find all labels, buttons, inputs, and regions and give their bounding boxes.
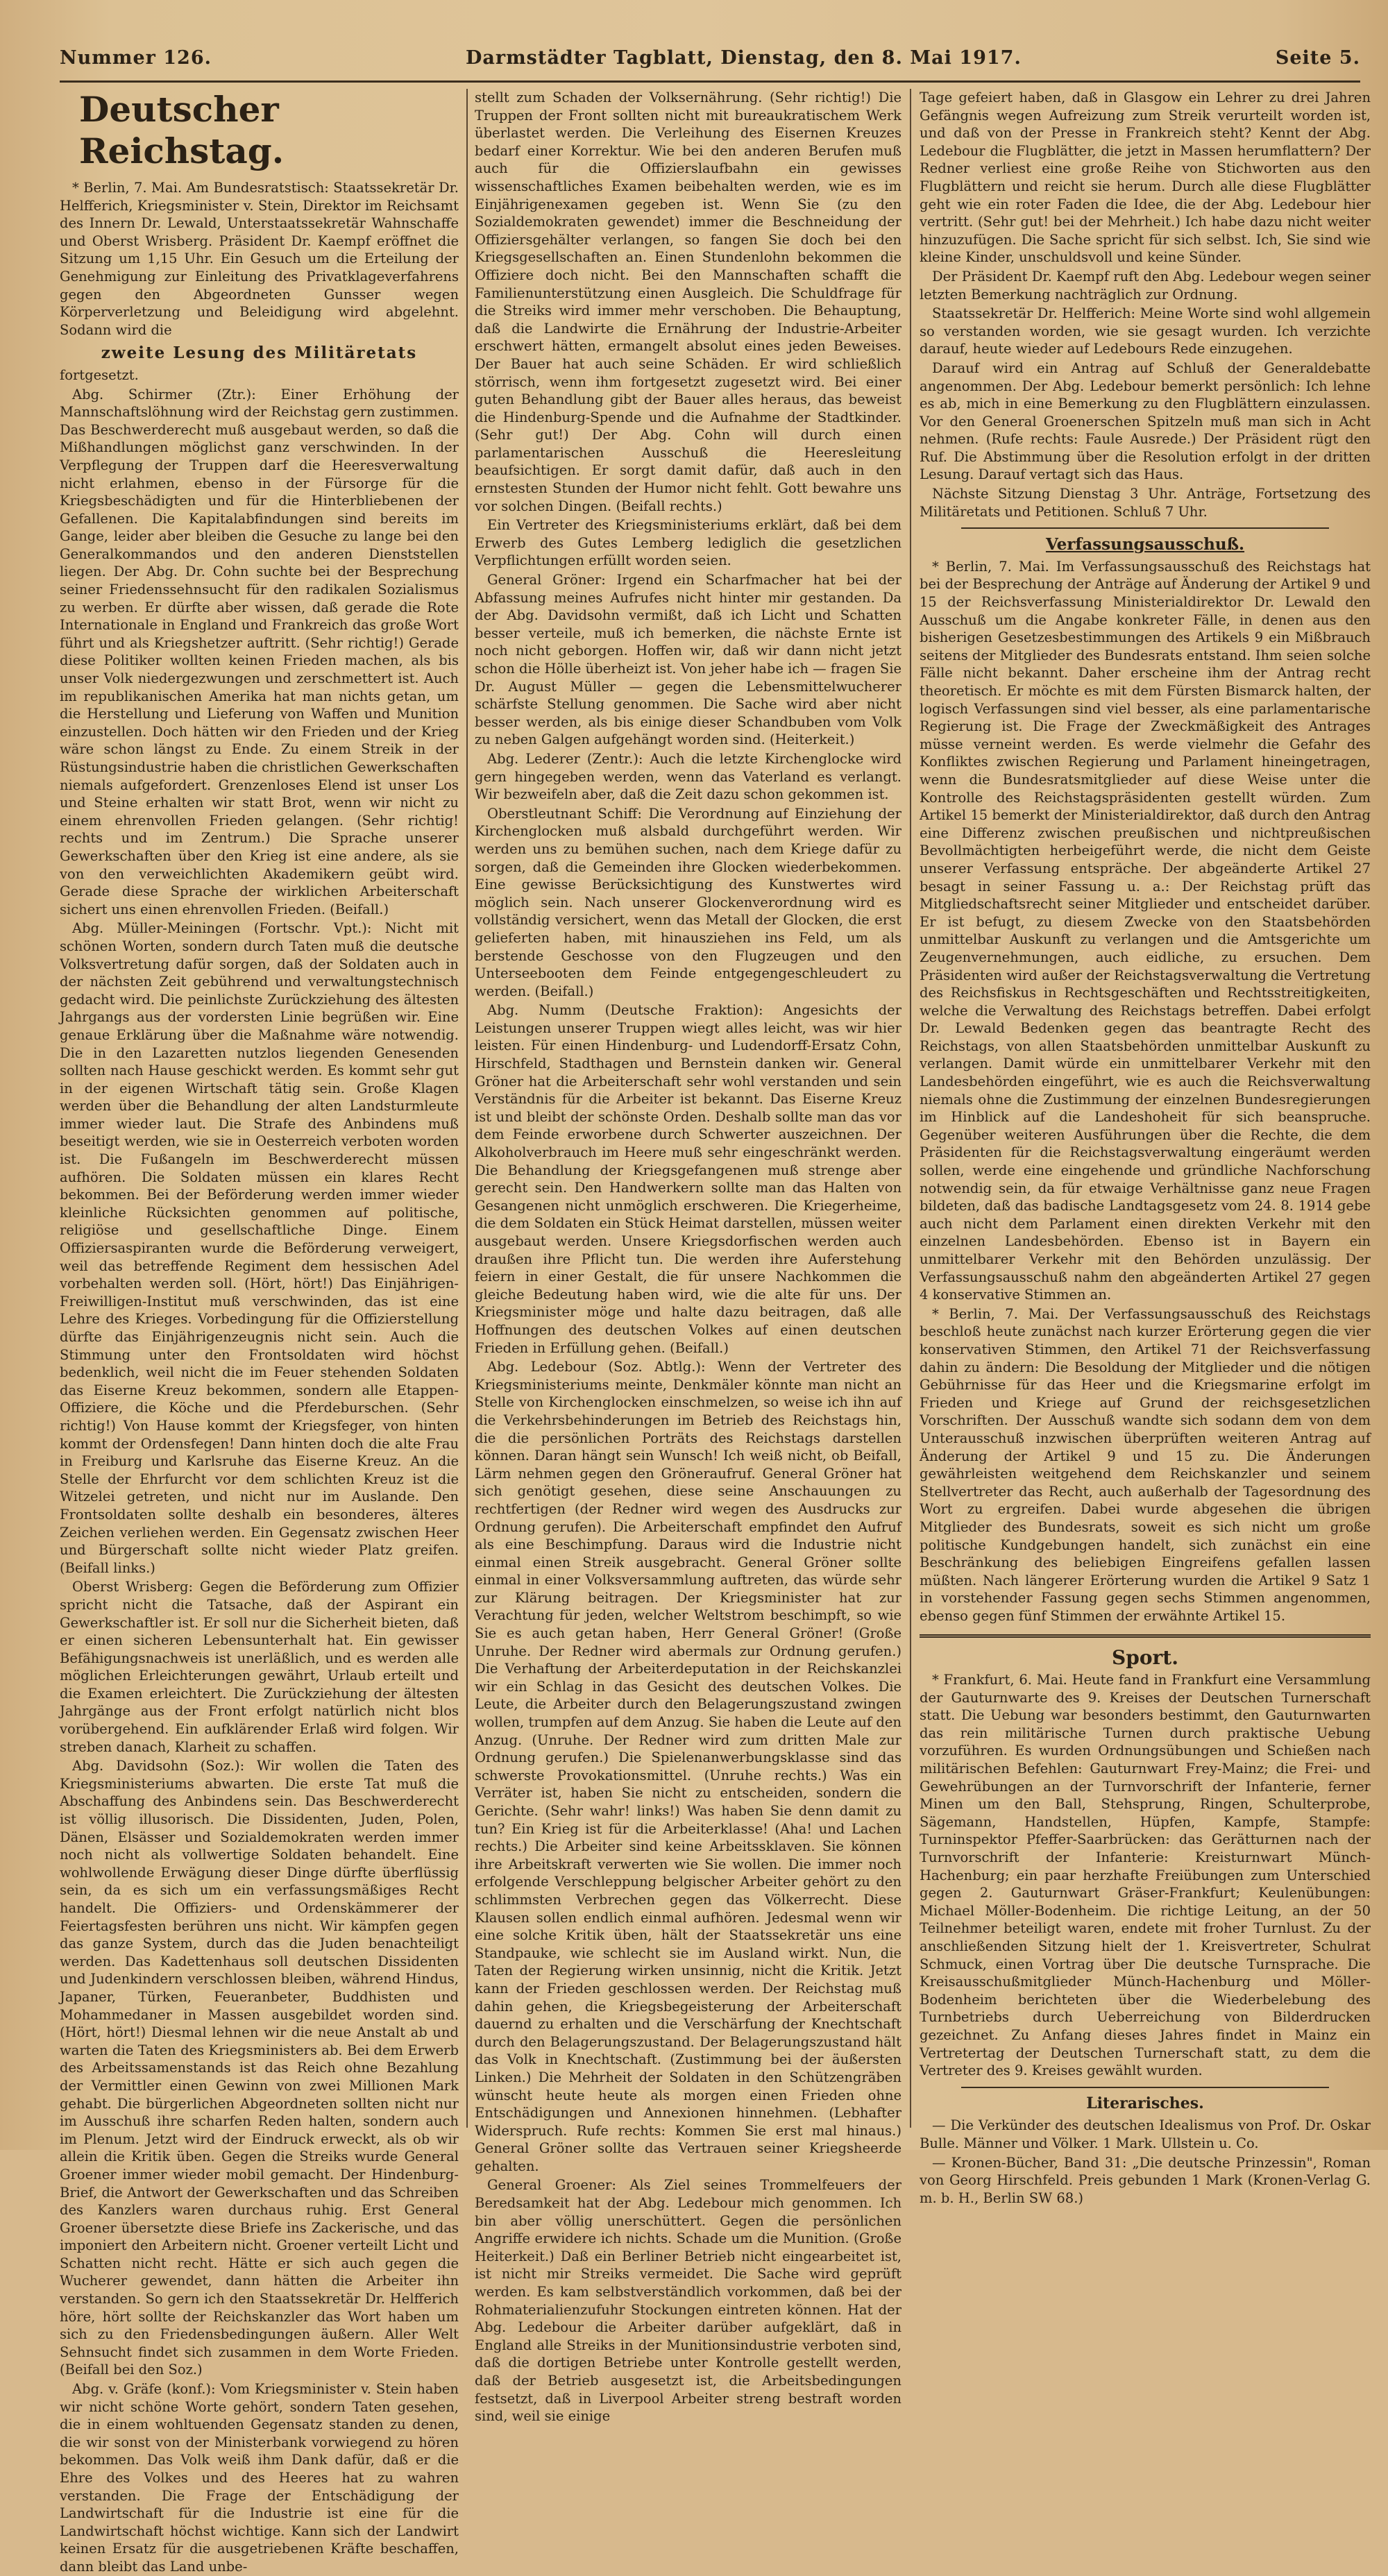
paragraph: * Berlin, 7. Mai. Am Bundesratstisch: Staatssekretär Dr. Helfferich, Kriegsminister v. Stein, Direktor im Reichsamt des Innern Dr. Lewald, Unterstaatssekretär Wahnschaffe und Oberst Wrisberg. Präsident Dr. Kaempf eröffnet die Sitzung um 1,15 Uhr. Ein Gesuch um die Erteilung der Genehmigung zur Einleitung des Privatklageverfahrens gegen den Abgeordneten Gunsser wegen Körperverletzung und Beleidigung wird abgelehnt. Sodann wird die <box>60 180 459 338</box>
paragraph: Darauf wird ein Antrag auf Schluß der Generaldebatte angenommen. Der Abg. Ledebour bemerkt persönlich: Ich lehne es ab, mich in eine Bemerkung zu den Flugblättern einzulassen. Vor den General Groenerschen Spitzeln muß man sich in Acht nehmen. (Rufe rechts: Faule Ausrede.) Der Präsident rügt den Ruf. Die Abstimmung über die Resolution erfolgt in der dritten Lesung. Darauf vertagt sich das Haus. <box>920 359 1371 483</box>
section-separator <box>920 1634 1371 1638</box>
paragraph: * Berlin, 7. Mai. Im Verfassungsausschuß des Reichstags hat bei der Besprechung der Anträge auf Änderung der Artikel 9 und 15 der Reichsverfassung Ministerialdirektor Dr. Lewald den Ausschuß um die Angabe konkreter Fälle, in denen aus den bisherigen Gesetzesbestimmungen des Artikels 9 ein Mißbrauch seitens der Mitglieder des Bundesrats entstand. Ihm seien solche Fälle nicht bekannt. Daher erscheine ihm der Antrag recht theoretisch. Er möchte es mit dem Fürsten Bismarck halten, der logisch Verfassungen sind viel besser, als eine parlamentarische Regierung ist. Die Frage der Zweckmäßigkeit des Antrages müsse verneint werden. Es werde vielmehr die Gefahr des Konfliktes zwischen Regierung und Parlament hineingetragen, wenn die Bundesratsmitglieder auf diese Weise unter die Kontrolle des Reichstagspräsidenten gestellt würden. Zum Artikel 15 bemerkt der Ministerialdirektor, daß durch den Antrag eine Differenz zwischen preußischen und nichtpreußischen Bevollmächtigten herbeigeführt werde, die nicht dem Geiste unserer Verfassung entspräche. Der abgeänderte Artikel 27 besagt in seiner Fassung u. a.: Der Reichstag prüft das Mitgliedschaftsrecht seiner Mitglieder und entscheidet darüber. Er ist befugt, zu diesem Zwecke von den Staatsbehörden unmittelbar Auskunft zu verlangen und die Amtsgerichte um Zeugenvernehmungen, auch eidliche, zu ersuchen. Dem Präsidenten wird außer der Reichstagsverwaltung die Vertretung des Reichsfiskus in Rechtsgeschäften und Rechtsstreitigkeiten, welche die Verwaltung des Reichstags betreffen. Dabei erfolgt Dr. Lewald Bedenken gegen das beantragte Recht des Reichstags, von allen Staatsbehörden unmittelbar Auskunft zu verlangen. Damit würde ein unmittelbarer Verkehr mit den Landesbehörden eingeführt, wie es auch die Reichsverwaltung niemals ohne die Zustimmung der einzelnen Bundesregierungen im Hinblick auf die Landeshoheit für sich beanspruche. Gegenüber weiteren Ausführungen über die Rechte, die dem Präsidenten für die Reichstagsverwaltung eingeräumt werden sollen, werde eine eingehende und gründliche Nachforschung notwendig sein, da für etwaige Verhältnisse ganz neue Fragen bildeten, daß das badische Landtagsgesetz vom 24. 8. 1914 gebe auch nicht dem Parlament einen direkten Verkehr mit den einzelnen Landesbehörden. Ebenso ist in Bayern ein unmittelbarer Verkehr mit den Behörden unzulässig. Der Verfassungsausschuß nahm den abgeänderten Artikel 27 gegen 4 konservative Stimmen an. <box>920 558 1371 1303</box>
issue-number: Nummer 126. <box>60 46 212 69</box>
paragraph: Abg. Müller-Meiningen (Fortschr. Vpt.): Nicht mit schönen Worten, sondern durch Taten muß die deutsche Volksvertretung dafür sorgen, daß der Soldaten auch in der nächsten Zeit gebührend und verwaltungstechnisch gedacht wird. Die peinlichste Zurückziehung des ältesten Jahrgangs aus der vordersten Linie begrüßen wir. Eine genaue Erklärung über die Maßnahme wäre notwendig. Die in den Lazaretten nutzlos liegenden Genesenden sollten nach Hause geschickt werden. Es kommt sehr gut in der eigenen Wirtschaft tätig sein. Große Klagen werden über die Behandlung der alten Landsturmleute immer wieder laut. Die Strafe des Anbindens muß beseitigt werden, wie sie in Oesterreich verboten worden ist. Die Fußangeln im Beschwerderecht müssen aufhören. Die Soldaten müssen ein klares Recht bekommen. Bei der Beförderung werden immer wieder kleinliche Rücksichten genommen auf politische, religiöse und gesellschaftliche Dinge. Einem Offiziersaspiranten wurde die Beförderung verweigert, weil das betreffende Regiment dem hessischen Adel vorbehalten werden soll. (Hört, hört!) Das Einjährigen-Freiwilligen-Institut muß verschwinden, das ist eine Lehre des Krieges. Vorbedingung für die Offizierstellung dürfte das Einjährigenzeugnis nicht sein. Auch die Stimmung unter den Frontsoldaten wird höchst bedenklich, weil nicht die im Feuer stehenden Soldaten das Eiserne Kreuz bekommen, sondern alle Etappen-Offiziere, die Köche und die Pferdeburschen. (Sehr richtig!) Von Hause kommt der Kriegsfeger, von hinten kommt der Ordensfegen! Dann hinten doch die alte Frau in Freiburg und Karlsruhe das Eiserne Kreuz. An die Stelle der Ehrfurcht vor dem schlichten Kreuz ist die Witzelei getreten, und nicht nur im Auslande. Den Frontsoldaten sollte deshalb ein besonderes, älteres Zeichen verliehen werden. Ein Gegensatz zwischen Heer und Bürgerschaft sollte nicht wieder Platz greifen. (Beifall links.) <box>60 920 459 1576</box>
paragraph: Abg. Schirmer (Ztr.): Einer Erhöhung der Mannschaftslöhnung wird der Reichstag gern zustimmen. Das Beschwerderecht muß ausgebaut werden, so daß die Mißhandlungen möglichst ganz verschwinden. In der Verpflegung der Truppen darf die Heeresverwaltung nicht erlahmen, ebenso in der Fürsorge für die Kriegsbeschädigten und für die Hinterbliebenen der Gefallenen. Die Kapitalabfindungen sind bereits im Gange, leider aber bleiben die Gesuche zu lange bei den Generalkommandos und den anderen Dienststellen liegen. Der Abg. Dr. Cohn suchte bei der Besprechung seiner Friedenssehnsucht für den radikalen Sozialismus zu werben. Er dürfte aber wissen, daß gerade die Rote Internationale in England und Frankreich das große Wort führt und als Kriegshetzer auftritt. (Sehr richtig!) Gerade diese Politiker wollten keinen Frieden machen, als bis unser Volk niedergezwungen und zerschmettert ist. Auch im republikanischen Amerika hat man nichts getan, um die Herstellung und Lieferung von Waffen und Munition einzustellen. Doch hätten wir den Frieden und der Krieg wäre schon längst zu Ende. Zu einem Streik in der Rüstungsindustrie haben die christlichen Gewerkschaften niemals aufgefordert. Grenzenloses Elend ist unser Los und Steine erhalten wir statt Brot, wenn wir nicht zu einem ehrenvollen Frieden gelangen. (Sehr richtig! rechts und im Zentrum.) Die Sprache unserer Gewerkschaften über den Krieg ist eine andere, als sie von den verweichlichten Akademikern geübt wird. Gerade diese Sprache der wirklichen Arbeiterschaft sichert uns einen ehrenvollen Frieden. (Beifall.) <box>60 386 459 917</box>
paragraph: * Frankfurt, 6. Mai. Heute fand in Frankfurt eine Versammlung der Gauturnwarte des 9. Kreises der Deutschen Turnerschaft statt. Die Uebung war besonders bestimmt, den Gauturnwarten das rein militärische Turnen durch praktische Uebung vorzuführen. Es wurden Ordnungsübungen und Schießen nach militärischen Befehlen: Gauturnwart Frey-Mainz; die Frei- und Gewehrübungen an der Turnvorschrift der Infanterie, ferner Minen um den Ball, Stehsprung, Ringen, Schulterprobe, Sägemann, Handstellen, Hüpfen, Kampfe, Stampfe: Turninspektor Pfeffer-Saarbrücken: das Gerätturnen nach der Turnvorschrift der Infanterie: Kreisturnwart Münch-Hachenburg; ein paar herzhafte Freiübungen zum Unterschied gegen 2. Gauturnwart Gräser-Frankfurt; Keulenübungen: Michael Möller-Bodenheim. Die richtige Leitung, an der 50 Teilnehmer beteiligt waren, endete mit froher Turnlust. Zu der anschließenden Sitzung hielt der 1. Kreisvertreter, Schulrat Schmuck, einen Vortrag über Die deutsche Turnsprache. Die Kreisausschußmitglieder Münch-Hachenburg und Möller-Bodenheim berichteten über die Wiederbelebung des Turnbetriebs durch Ueberreichung von Bilderdrucken gezeichnet. Zu Anfang dieses Jahres findet in Mainz ein Vertretertag der Deutschen Turnerschaft statt, zu dem die Vertreter des 9. Kreises gewählt wurden. <box>920 1672 1371 2079</box>
page-number: Seite 5. <box>1275 46 1360 69</box>
paragraph: Abg. Numm (Deutsche Fraktion): Angesichts der Leistungen unserer Truppen wiegt alles leicht, was wir hier leisten. Für einen Hindenburg- und Ludendorff-Ersatz Cohn, Hirschfeld, Stadthagen und Bernstein danken wir. General Gröner hat die Arbeiterschaft sehr wohl verstanden und sein Verständnis für die Arbeiter ist bekannt. Das Eiserne Kreuz ist und bleibt der schönste Orden. Deshalb sollte man das vor dem Feinde erworbene durch Schwerter auszeichnen. Der Alkoholverbrauch im Heere muß sehr eingeschränkt werden. Die Behandlung der Kriegsgefangenen muß strenge aber gerecht sein. Den Handwerkern sollte man das Halten von Gesangenen nicht unmöglich erschweren. Die Kriegerheime, die dem Soldaten ein Stück Heimat darstellen, müssen weiter ausgebaut werden. Unsere Kriegsdorfischen werden auch draußen ihre Pflicht tun. Die werden ihre Auferstehung feiern in einer Gestalt, die für unsere Nachkommen die gleiche Bedeutung haben wird, wie die alte für uns. Der Kriegsminister möge und halte dazu beitragen, daß alle Hoffnungen des deutschen Volkes auf einen deutschen Frieden in Erfüllung gehen. (Beifall.) <box>475 1002 902 1356</box>
paragraph: General Gröner: Irgend ein Scharfmacher hat bei der Abfassung meines Aufrufes nicht hinter mir gestanden. Da der Abg. Davidsohn vermißt, daß ich Licht und Schatten besser verteile, muß ich bemerken, die nächste Ernte ist noch nicht geborgen. Hoffen wir, daß wir dann nicht jetzt schon die Hölle überheizt ist. Von jeher habe ich — fragen Sie Dr. August Müller — gegen die Lebensmittelwucherer schärfste Stellung genommen. Die Sache wird aber nicht besser werden, als bis einige dieser Schandbuben vom Volk zu neben Galgen aufgehängt worden sind. (Heiterkeit.) <box>475 572 902 748</box>
paragraph: — Kronen-Bücher, Band 31: „Die deutsche Prinzessin", Roman von Georg Hirschfeld. Preis gebunden 1 Mark (Kronen-Verlag G. m. b. H., Berlin SW 68.) <box>920 2154 1371 2206</box>
paragraph: stellt zum Schaden der Volksernährung. (Sehr richtig!) Die Truppen der Front sollten nicht mit bureaukratischem Werk überlastet werden. Die Verleihung des Eisernen Kreuzes bedarf einer Korrektur. Wie bei den anderen Berufen muß auch für die Offizierslaufbahn ein gewisses wissenschaftliches Examen beibehalten werden, wie es im Einjährigenexamen gegeben ist. Wenn Sie (zu den Sozialdemokraten gewendet) immer die Beschneidung der Offiziersgehälter verlangen, so fangen Sie doch bei den Kriegsgesellschaften an. Einen Stundenlohn bekommen die Offiziere doch nicht. Bei den Mannschaften schafft die Familienunterstützung einen Ausgleich. Die Schuldfrage für die Streiks wird immer mehr verschoben. Die Behauptung, daß die Landwirte die Ernährung der Industrie-Arbeiter erschwert hätten, ermangelt absolut eines jeden Beweises. Der Bauer hat auch seine Schäden. Er wird schließlich störrisch, wenn ihm fortgesetzt zugesetzt wird. Bei einer guten Behandlung gibt der Bauer alles heraus, das beweist die Hindenburg-Spende und die Aufnahme der Stadtkinder. (Sehr gut!) Der Abg. Cohn will durch einen parlamentarischen Ausschuß die Heeresleitung beaufsichtigen. Er sorgt damit dafür, daß auch in den ernstesten Stunden der Humor nicht fehlt. Gott bewahre uns vor solchen Dingen. (Beifall rechts.) <box>475 90 902 514</box>
section-heading: Verfassungsausschuß. <box>1045 535 1245 554</box>
paragraph: Abg. Davidsohn (Soz.): Wir wollen die Taten des Kriegsministeriums abwarten. Die erste Tat muß die Abschaffung des Anbindens sein. Das Beschwerderecht ist völlig illusorisch. Die Dissidenten, Juden, Polen, Dänen, Elsässer und Sozialdemokraten werden immer noch nicht als vollwertige Soldaten behandelt. Eine wohlwollende Erwägung dieser Dinge dürfte überflüssig sein, da es sich um ein verfassungsmäßiges Recht handelt. Die Offiziers- und Ordenskämmerer der Feiertagsfesten berühren uns nicht. Wir kämpfen gegen das ganze System, durch das die Juden benachteiligt werden. Das Kadettenhaus soll deutschen Dissidenten und Judenkindern verschlossen bleiben, während Hindus, Japaner, Türken, Feueranbeter, Buddhisten und Mohammedaner in Massen ausgebildet worden sind. (Hört, hört!) Diesmal lehnen wir die neue Anstalt ab und warten die Taten des Kriegsministers ab. Bei dem Erwerb des Arbeitssamenstands ist das Reich ohne Bezahlung der Vermittler einen Gewinn von zwei Millionen Mark gehabt. Die bürgerlichen Abgeordneten sollten nicht nur im Ausschuß ihre scharfen Reden halten, sondern auch im Plenum. Jetzt wird der Eindruck erweckt, als ob wir allein die Kritik üben. Gegen die Streiks wurde General Groener immer wieder mobil gemacht. Der Hindenburg-Brief, die Antwort der Gewerkschaften und das Schreiben des Kanzlers waren durchaus ruhig. Erst General Groener übersetzte diese Briefe ins Zackerische, und das imponiert den Arbeitern nicht. Groener verteilt Licht und Schatten nicht recht. Hätte er sich auch gegen die Wucherer gewendet, dann hätten die Arbeiter ihn verstanden. So gern ich den Staatssekretär Dr. Helfferich höre, hört sollte der Reichskanzler das Wort haben um sich zu den Friedensbedingungen äußern. Aller Welt Sehnsucht findet sich zusammen in dem Worte Frieden. (Beifall bei den Soz.) <box>60 1758 459 2378</box>
paragraph: — Die Verkünder des deutschen Idealismus von Prof. Dr. Oskar Bulle. Männer und Völker. 1 Mark. Ullstein u. Co. <box>920 2117 1371 2151</box>
paragraph: Nächste Sitzung Dienstag 3 Uhr. Anträge, Fortsetzung des Militäretats und Petitionen. Schluß 7 Uhr. <box>920 486 1371 520</box>
paragraph: General Groener: Als Ziel seines Trommelfeuers der Beredsamkeit hat der Abg. Ledebour mich genommen. Ich bin aber völlig unerschüttert. Gegen die persönlichen Angriffe erwidere ich nichts. Schade um die Munition. (Große Heiterkeit.) Daß ein Berliner Betrieb nicht eingearbeitet ist, ist nicht mir Streiks vermeidet. Die Sache wird geprüft werden. Es kam selbstverständlich vorkommen, daß bei der Rohmaterialienzufuhr Stockungen eintreten können. Hat der Abg. Ledebour die Arbeiter darüber aufgeklärt, daß in England alle Streiks in der Munitionsindustrie verboten sind, daß die dortigen Betriebe unter Kontrolle gestellt werden, daß der Betrieb ausgesetzt ist, die Arbeitsbedingungen festsetzt, daß in Liverpool Arbeiter streng bestraft worden sind, weil sie einige <box>475 2177 902 2425</box>
paragraph: Abg. v. Gräfe (konf.): Vom Kriegsminister v. Stein haben wir nicht schöne Worte gehört, sondern Taten gesehen, die in einem wohltuenden Gegensatz standen zu denen, die wir sonst von der Ministerbank vorwiegend zu hören bekommen. Das Volk weiß ihm Dank dafür, daß er die Ehre des Volkes und des Heeres hat zu wahren verstanden. Die Frage der Entschädigung der Landwirtschaft für die Industrie ist eine für die Landwirtschaft höchst wichtige. Kann sich der Landwirt keinen Ersatz für die ausgetriebenen Kräfte beschaffen, dann bleibt das Land unbe- <box>60 2381 459 2575</box>
section-separator <box>961 527 1329 529</box>
newspaper-title: Darmstädter Tagblatt, Dienstag, den 8. Mai 1917. <box>465 46 1022 69</box>
headline: Deutscher Reichstag. <box>79 89 285 171</box>
paragraph: Staatssekretär Dr. Helfferich: Meine Worte sind wohl allgemein so verstanden worden, wie sie gesagt wurden. Ich verzichte darauf, heute wieder auf Ledebours Rede einzugehen. <box>920 305 1371 357</box>
column-1 <box>60 89 459 2575</box>
page-header <box>60 36 1360 79</box>
column-2 <box>475 89 902 2425</box>
paragraph: Oberst Wrisberg: Gegen die Beförderung zum Offizier spricht nicht die Tatsache, daß der Aspirant ein Gewerkschaftler ist. Er soll nur die Sicherheit bieten, daß er einen sicheren Lebensunterhalt hat. Ein gewisser Befähigungsnachweis ist unerläßlich, und es werden alle möglichen Erleichterungen gewährt, Urlaub erteilt und die Examen erleichtert. Die Zurückziehung der ältesten Jahrgänge aus der Front erfolgt natürlich nicht blos vorübergehend. Ein aufklärender Erlaß wird folgen. Wir streben danach, Klarheit zu schaffen. <box>60 1579 459 1755</box>
column-divider <box>466 89 468 2128</box>
column-divider <box>910 89 911 2128</box>
paragraph: Der Präsident Dr. Kaempf ruft den Abg. Ledebour wegen seiner letzten Bemerkung nachträglich zur Ordnung. <box>920 268 1371 303</box>
section-separator <box>961 2087 1329 2088</box>
section-heading: Sport. <box>1112 1646 1178 1670</box>
column-3 <box>920 89 1371 2206</box>
paragraph: Oberstleutnant Schiff: Die Verordnung auf Einziehung der Kirchenglocken muß alsbald durchgeführt werden. Wir werden uns zu bemühen suchen, nach dem Kriege dafür zu sorgen, daß die Gemeinden ihre Glocken wiederbekommen. Eine gewisse Berücksichtigung des Kunstwertes wird möglich sein. Nach unserer Glockenverordnung wird es vollständig versichert, wenn das Metall der Glocken, die erst gelieferten haben, mit hinausziehen ins Feld, um als berstende Geschosse von den Flugzeugen und den Unterseebooten dem Feinde entgegengeschleudert zu werden. (Beifall.) <box>475 805 902 999</box>
paragraph: * Berlin, 7. Mai. Der Verfassungsausschuß des Reichstags beschloß heute zunächst nach kurzer Erörterung gegen die vier konservativen Stimmen, den Artikel 71 der Reichsverfassung dahin zu ändern: Die Besoldung der Mitglieder und die nötigen Gebührnisse für das Heer und die Kriegsmarine erfolgt im Frieden und Kriege auf Grund der reichsgesetzlichen Vorschriften. Der Ausschuß wandte sich sodann dem von dem Unterausschuß inzwischen überprüften weiteren Antrag auf Änderung der Artikel 9 und 15 zu. Die Änderungen gewährleisten weitgehend dem Reichskanzler und seinem Stellvertreter das Recht, auch außerhalb der Tagesordnung des Wort zu ergreifen. Dabei wurde abgesehen die übrigen Mitglieder des Bundesrats, soweit es sich nicht um große politische Kundgebungen handelt, sich zunächst ein eine Beschränkung des beliebigen Eingreifens gefallen lassen müßten. Nach längerer Erörterung wurden die Artikel 9 Satz 1 in vorstehender Fassung gegen sechs Stimmen angenommen, ebenso gegen fünf Stimmen der erwähnte Artikel 15. <box>920 1305 1371 1624</box>
paragraph: fortgesetzt. <box>60 366 139 383</box>
header-rule <box>60 80 1360 83</box>
paragraph: Abg. Ledebour (Soz. Abtlg.): Wenn der Vertreter des Kriegsministeriums meinte, Denkmäler könnte man nicht an Stelle von Kirchenglocken einschmelzen, so weise ich ihn auf die Verkehrsbehinderungen im Betrieb des Reichstags hin, die die persönlichen Porträts des Reichstags darstellen können. Daran hängt sein Wunsch! Ich weiß nicht, ob Beifall, Lärm nehmen gegen den Gröneraufruf. General Gröner hat sich genötigt gesehen, diese seine Anschauungen zu rechtfertigen (der Redner wird wegen des Ausdrucks zur Ordnung gerufen). Die Arbeiterschaft empfindet den Aufruf als eine Beschimpfung. Daraus wird die Industrie nicht einmal einen Streik ausgebracht. General Gröner sollte einmal in einer Volksversammlung auftreten, das würde sehr zur Klärung beitragen. Der Kriegsminister hat zur Verachtung für jeden, welcher Weltstrom beschimpft, so wie Sie es auch getan haben, Herr General Gröner! (Große Unruhe. Der Redner wird abermals zur Ordnung gerufen.) Die Verhaftung der Arbeiterdeputation in der Reichskanzlei wir ein Schlag in das Gesicht des deutschen Volkes. Die Leute, die Arbeiter durch den Belagerungszustand zwingen wollen, trumpfen auf dem Anzug. Sie haben die Leute auf den Anzug. (Unruhe. Der Redner wird zum dritten Male zur Ordnung gerufen.) Die Spielenanwerbungsklasse sind das schwerste Provokationsmittel. (Unruhe rechts.) Was ein Verräter ist, haben Sie nicht zu entscheiden, sondern die Gerichte. (Sehr wahr! links!) Was haben Sie denn damit zu tun? Ein Krieg ist für die Arbeiterklasse! (Aha! und Lachen rechts.) Die Arbeiter sind keine Arbeitssklaven. Sie können ihre Arbeitskraft verwerten wie Sie wollen. Die immer noch erfolgende Verschleppung belgischer Arbeiter gehört zu den schlimmsten Verbrechen gegen das Völkerrecht. Diese Klausen sollen endlich einmal aufhören. Jedesmal wenn wir eine solche Kritik üben, hält der Staatssekretär uns eine Standpauke, wie schlecht sie im Ausland wirkt. Nun, die Taten der Regierung wirken unsinnig, nicht die Kritik. Jetzt kann der Frieden geschlossen werden. Der Reichstag muß dahin gehen, die Kriegsbegeisterung der Arbeiterschaft dauernd zu erhalten und die Verschärfung der Knechtschaft durch den Belagerungszustand. Der Belagerungszustand hält das Volk in Knechtschaft. (Zustimmung bei der äußersten Linken.) Die Mehrheit der Soldaten in den Schützengräben wünscht heute heute als morgen einen Frieden ohne Entschädigungen und Annexionen hinnehmen. (Lebhafter Widerspruch. Rufe rechts: Kommen Sie erst mal hinaus.) General Gröner sollte das Vertrauen seiner Kriegsheerde gehalten. <box>475 1359 902 2174</box>
paragraph: Abg. Lederer (Zentr.): Auch die letzte Kirchenglocke wird gern hingegeben werden, wenn das Vaterland es verlangt. Wir bezweifeln aber, daß die Zeit dazu schon gekommen ist. <box>475 750 902 803</box>
subheading: zweite Lesung des Militäretats <box>101 344 418 363</box>
section-heading: Literarisches. <box>1086 2094 1204 2112</box>
paragraph: Tage gefeiert haben, daß in Glasgow ein Lehrer zu drei Jahren Gefängnis wegen Aufreizung zum Streik verurteilt worden ist, und daß von der Presse in Frankreich steht? Kennt der Abg. Ledebour die Flugblätter, die jetzt in Massen herumflattern? Der Redner verliest eine große Reihe von Stichworten aus den Flugblättern und reicht sie herum. Durch alle diese Flugblätter geht wie ein roter Faden die Idee, die der Abg. Ledebour hier vertritt. (Sehr gut! bei der Mehrheit.) Ich habe dazu nicht weiter hinzuzufügen. Die Sache spricht für sich selbst. Ich, Sie sind wie kleine Kinder, unschuldsvoll und keine Sünder. <box>920 90 1371 266</box>
paragraph: Ein Vertreter des Kriegsministeriums erklärt, daß bei dem Erwerb des Gutes Lemberg lediglich die gesetzlichen Verpflichtungen erfüllt worden seien. <box>475 517 902 569</box>
